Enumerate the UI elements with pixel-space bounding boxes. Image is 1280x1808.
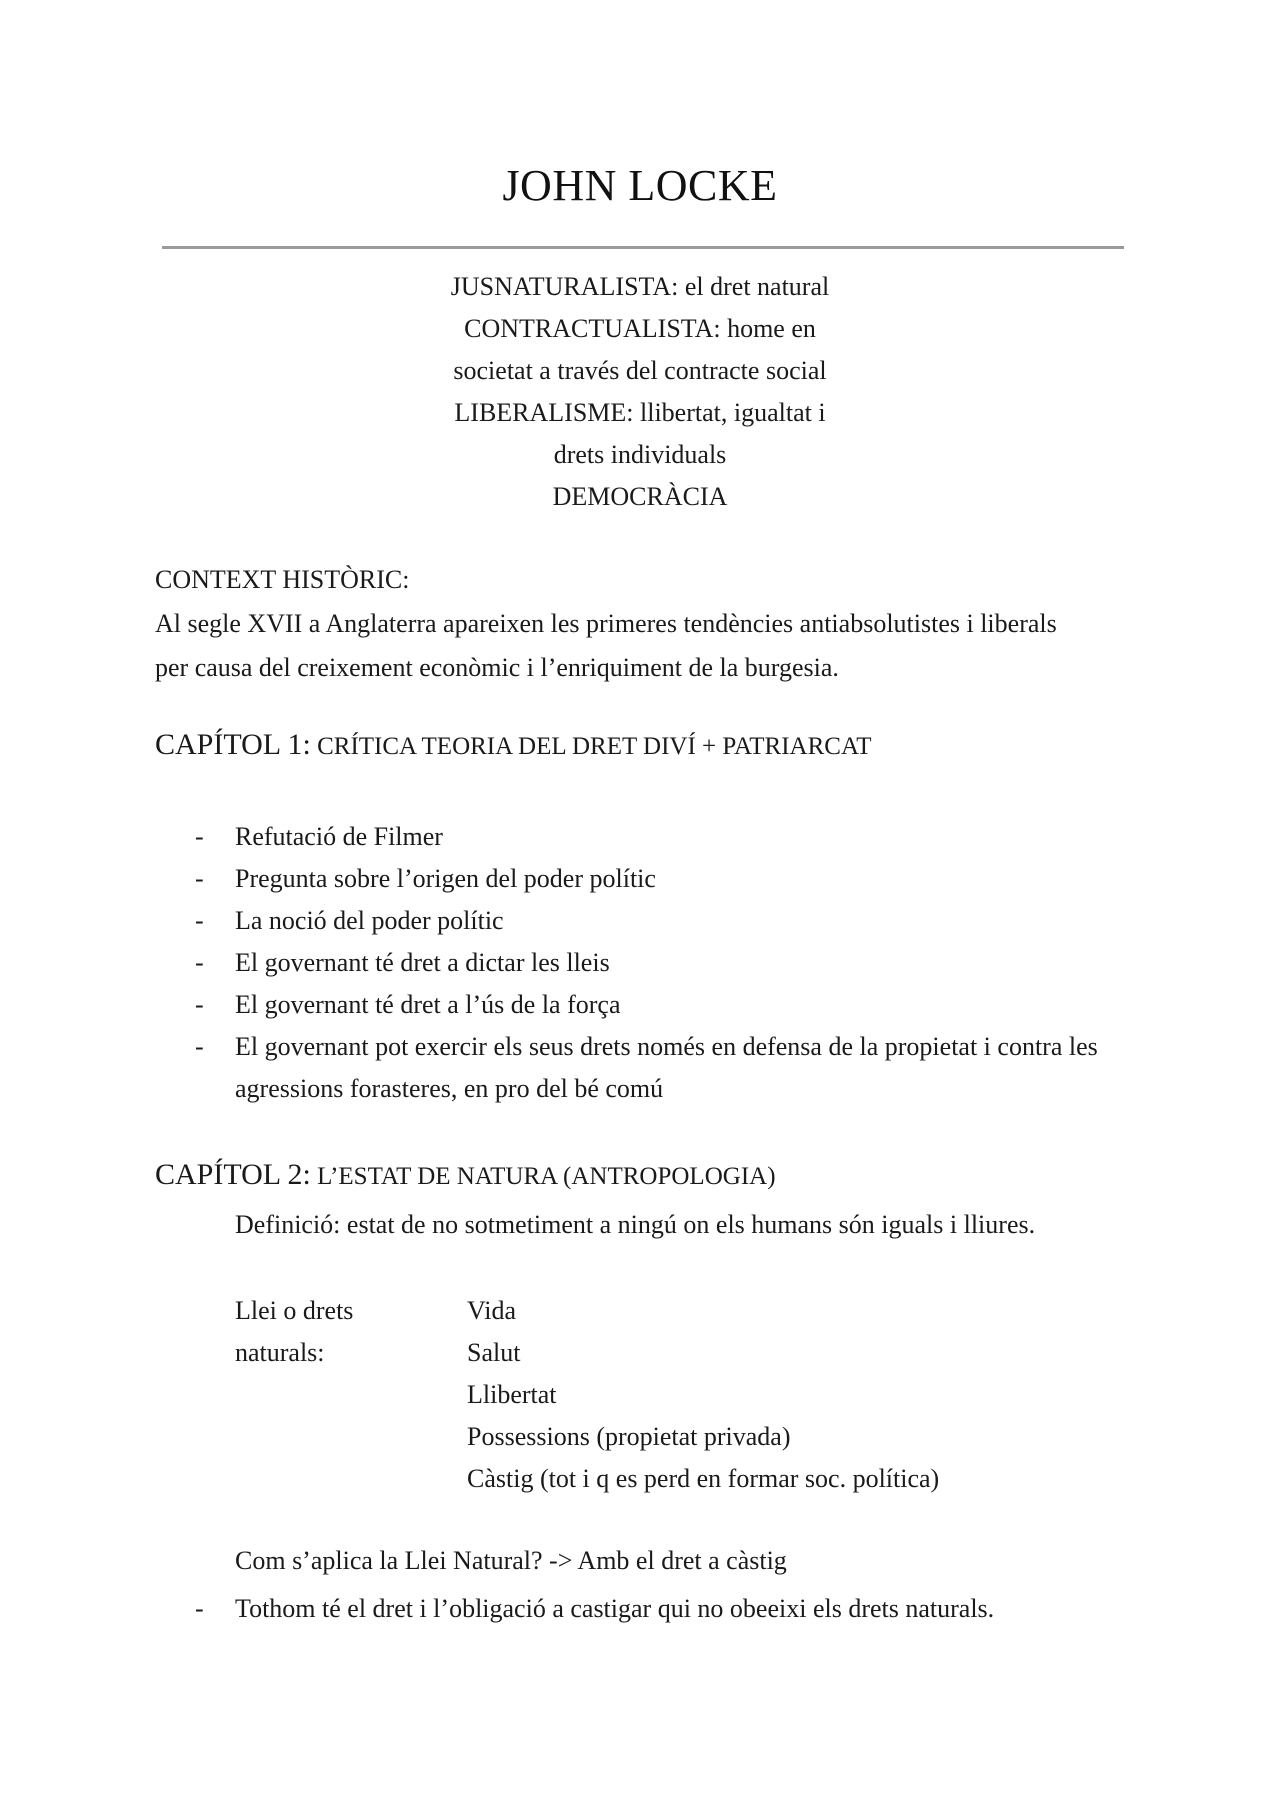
summary-line: CONTRACTUALISTA: home en bbox=[464, 314, 816, 343]
page-title: JOHN LOCKE bbox=[502, 161, 778, 210]
summary-line: DEMOCRÀCIA bbox=[552, 482, 728, 511]
context-heading: CONTEXT HISTÒRIC: bbox=[155, 565, 410, 594]
bullet-dash: - bbox=[195, 1594, 204, 1623]
bullet-dash: - bbox=[195, 906, 204, 935]
summary-line: drets individuals bbox=[553, 440, 727, 469]
chapter1-list bbox=[195, 816, 1098, 1110]
list-item: - La noció del poder polític bbox=[195, 900, 1098, 942]
bullet-dash: - bbox=[195, 822, 204, 851]
list-item: - El governant té dret a l’ús de la força bbox=[195, 984, 1098, 1026]
list-item: - El governant pot exercir els seus drets només en defensa de la propietat i contra les bbox=[195, 1026, 1098, 1068]
context-line: per causa del creixement econòmic i l’enriquiment de la burgesia. bbox=[155, 653, 839, 682]
chapter2-definition: Definició: estat de no sotmetiment a ningú on els humans són iguals i lliures. bbox=[235, 1210, 1036, 1239]
chapter2-list bbox=[195, 1588, 994, 1630]
chapter2-heading bbox=[155, 1158, 776, 1192]
bullet-dash: - bbox=[195, 864, 204, 893]
right-item: Llibertat bbox=[467, 1380, 557, 1409]
right-item: Possessions (propietat privada) bbox=[467, 1422, 791, 1451]
title-divider bbox=[162, 246, 1124, 249]
chapter2-question: Com s’aplica la Llei Natural? -> Amb el dret a càstig bbox=[235, 1546, 787, 1575]
summary-line: JUSNATURALISTA: el dret natural bbox=[450, 272, 830, 301]
right-item: Salut bbox=[467, 1338, 521, 1367]
bullet-dash: - bbox=[195, 990, 204, 1019]
context-section bbox=[155, 558, 1057, 690]
chapter2-label: CAPÍTOL 2: bbox=[155, 1158, 311, 1191]
list-item: - Pregunta sobre l’origen del poder polític bbox=[195, 858, 1098, 900]
natural-rights-label: Llei o drets naturals: bbox=[235, 1296, 354, 1367]
chapter1-title: CRÍTICA TEORIA DEL DRET DIVÍ + PATRIARCAT bbox=[317, 733, 872, 760]
summary-block bbox=[0, 266, 1280, 518]
natural-rights-list bbox=[467, 1290, 939, 1500]
list-item: - Tothom té el dret i l’obligació a castigar qui no obeeixi els drets naturals. bbox=[195, 1588, 994, 1630]
list-item-continuation: agressions forasteres, en pro del bé comú bbox=[235, 1074, 664, 1103]
chapter1-label: CAPÍTOL 1: bbox=[155, 728, 311, 761]
right-item: Càstig (tot i q es perd en formar soc. política) bbox=[467, 1464, 940, 1493]
summary-line: societat a través del contracte social bbox=[453, 356, 827, 385]
summary-line: LIBERALISME: llibertat, igualtat i bbox=[454, 398, 826, 427]
chapter1-heading bbox=[155, 728, 872, 762]
right-item: Vida bbox=[467, 1296, 516, 1325]
list-item: - Refutació de Filmer bbox=[195, 816, 1098, 858]
bullet-dash: - bbox=[195, 948, 204, 977]
bullet-dash: - bbox=[195, 1032, 204, 1061]
chapter2-title: L’ESTAT DE NATURA (ANTROPOLOGIA) bbox=[317, 1163, 776, 1190]
list-item: - El governant té dret a dictar les lleis bbox=[195, 942, 1098, 984]
context-line: Al segle XVII a Anglaterra apareixen les primeres tendències antiabsolutistes i liberals bbox=[155, 609, 1057, 638]
